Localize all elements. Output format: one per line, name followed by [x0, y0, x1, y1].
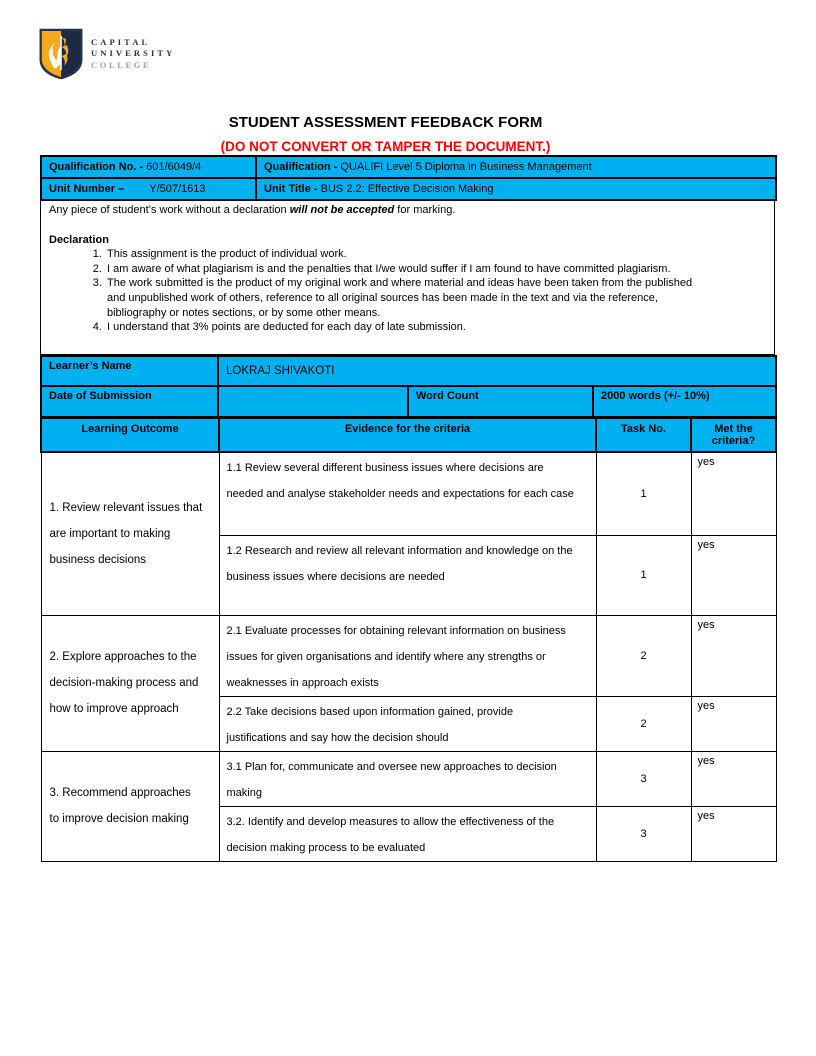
qualification-no-label: Qualification No. -	[49, 161, 144, 173]
declaration-item: 4. I understand that 3% points are deducted for each day of late submission.	[105, 320, 709, 335]
met-criteria-2-1: yes	[691, 615, 776, 696]
table-row	[41, 156, 776, 178]
university-logo	[38, 27, 175, 81]
declaration-intro: Any piece of student’s work without a declaration will not be accepted for marking.	[49, 204, 456, 216]
declaration-item: 3. The work submitted is the product of my original work and where material and ideas have been taken from the published and unpublished work of others, reference to all original sources has been made in the text and via the reference, bibliography or notes sections, or by some other means.	[105, 276, 709, 320]
evidence-2-1: 2.1 Evaluate processes for obtaining relevant information on business issues for given organisations and identify where any strengths or weaknesses in approach exists	[219, 615, 596, 696]
declaration-list	[49, 247, 709, 335]
table-row	[41, 751, 776, 806]
logo-word-university: UNIVERSITY	[91, 48, 176, 59]
qualification-table	[40, 155, 777, 201]
evidence-2-2: 2.2 Take decisions based upon information gained, provide justifications and say how the decision should	[219, 696, 596, 751]
met-criteria-header: Met the criteria?	[691, 418, 776, 452]
declaration-intro-emphasis: will not be accepted	[289, 204, 395, 216]
tamper-warning: (DO NOT CONVERT OR TAMPER THE DOCUMENT.)	[220, 139, 551, 154]
evidence-1-1: 1.1 Review several different business issues where decisions are needed and analyse stakeholder needs and expectations for each case	[219, 452, 596, 535]
word-count-label: Word Count	[408, 386, 593, 417]
task-no-3-2: 3	[596, 806, 691, 861]
task-no-header: Task No.	[596, 418, 691, 452]
task-no-2-1: 2	[596, 615, 691, 696]
date-of-submission-value	[218, 386, 408, 417]
learning-outcome-3: 3. Recommend approaches to improve decision making	[41, 751, 219, 861]
met-criteria-3-2: yes	[691, 806, 776, 861]
learner-info-table	[40, 355, 777, 418]
assessment-grid	[40, 417, 777, 862]
task-no-1-1: 1	[596, 452, 691, 535]
qualification-cell	[256, 156, 776, 178]
unit-number-value: Y/507/1613	[149, 183, 206, 195]
learning-outcome-header: Learning Outcome	[41, 418, 219, 452]
unit-title-cell	[256, 178, 776, 200]
date-of-submission-label: Date of Submission	[41, 386, 218, 417]
table-row	[41, 356, 776, 386]
grid-header-row	[41, 418, 776, 452]
university-shield-icon	[38, 27, 84, 81]
unit-title-label: Unit Title -	[264, 183, 318, 195]
met-criteria-3-1: yes	[691, 751, 776, 806]
met-criteria-1-2: yes	[691, 535, 776, 615]
unit-number-cell	[41, 178, 256, 200]
task-no-2-2: 2	[596, 696, 691, 751]
university-logo-text	[91, 37, 175, 72]
declaration-item: 2. I am aware of what plagiarism is and the penalties that I/we would suffer if I am found to have committed plagiarism.	[105, 262, 709, 277]
met-criteria-1-1: yes	[691, 452, 776, 535]
qualification-value: QUALIFI Level 5 Diploma in Business Management	[340, 161, 592, 173]
met-criteria-2-2: yes	[691, 696, 776, 751]
learner-name-value: LOKRAJ SHIVAKOTI	[218, 356, 776, 386]
evidence-3-1: 3.1 Plan for, communicate and oversee new approaches to decision making	[219, 751, 596, 806]
qualification-label: Qualification -	[264, 161, 338, 173]
table-row	[41, 386, 776, 417]
learning-outcome-1: 1. Review relevant issues that are important to making business decisions	[41, 452, 219, 615]
evidence-1-2: 1.2 Research and review all relevant information and knowledge on the business issues where decisions are needed	[219, 535, 596, 615]
declaration-heading: Declaration	[49, 233, 109, 246]
table-row	[41, 615, 776, 696]
word-count-value: 2000 words (+/- 10%)	[593, 386, 776, 417]
declaration-item: 1. This assignment is the product of individual work.	[105, 247, 709, 262]
table-row	[41, 178, 776, 200]
learner-name-label: Learner’s Name	[41, 356, 218, 386]
evidence-3-2: 3.2. Identify and develop measures to allow the effectiveness of the decision making process to be evaluated	[219, 806, 596, 861]
learning-outcome-2: 2. Explore approaches to the decision-making process and how to improve approach	[41, 615, 219, 751]
unit-title-value: BUS 2.2: Effective Decision Making	[320, 183, 494, 195]
table-row	[41, 452, 776, 535]
task-no-3-1: 3	[596, 751, 691, 806]
logo-word-college: COLLEGE	[91, 59, 152, 70]
qualification-no-cell	[41, 156, 256, 178]
evidence-header: Evidence for the criteria	[219, 418, 596, 452]
form-title: STUDENT ASSESSMENT FEEDBACK FORM	[228, 114, 543, 131]
qualification-no-value: 601/6049/4	[146, 161, 202, 173]
task-no-1-2: 1	[596, 535, 691, 615]
logo-word-capital: CAPITAL	[91, 36, 151, 47]
declaration-section	[40, 199, 775, 355]
unit-number-label: Unit Number –	[49, 183, 125, 195]
